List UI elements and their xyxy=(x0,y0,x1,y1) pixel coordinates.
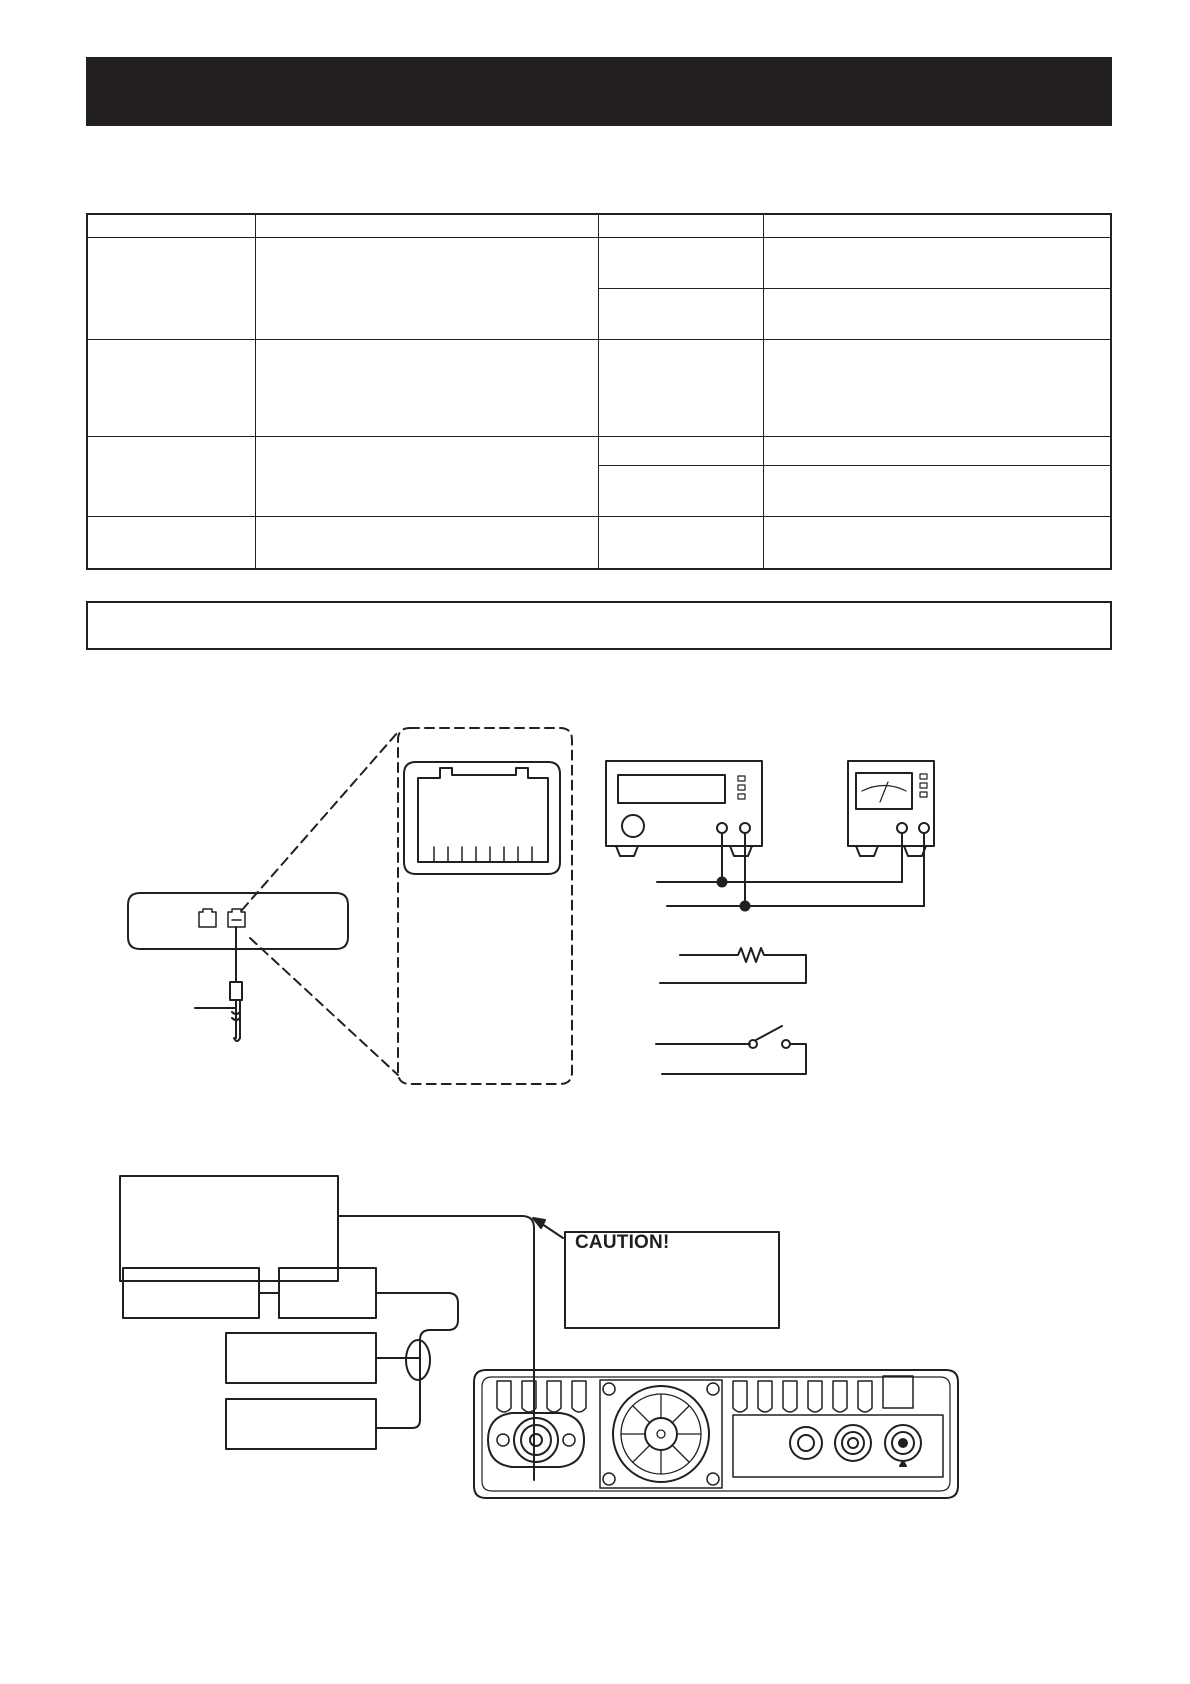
table-cell xyxy=(255,436,598,516)
equipment-box xyxy=(279,1268,376,1318)
table-row xyxy=(87,517,1111,569)
table-cell xyxy=(763,340,1111,437)
transceiver-wiring xyxy=(259,1216,563,1480)
equipment-box xyxy=(226,1333,376,1383)
table-row xyxy=(87,340,1111,437)
resistor-symbol xyxy=(660,948,806,983)
table-cell xyxy=(255,517,598,569)
transceiver-rear-panel xyxy=(474,1370,958,1498)
table-cell xyxy=(87,517,255,569)
modular-jack-icon xyxy=(228,909,245,927)
table-cell xyxy=(763,517,1111,569)
table-header-cell xyxy=(763,214,1111,237)
table-cell xyxy=(255,237,598,340)
table-cell xyxy=(598,237,763,288)
table-header-row xyxy=(87,214,1111,237)
table-cell xyxy=(87,237,255,340)
cooling-fan-icon xyxy=(600,1380,722,1488)
enlarged-jack-connector xyxy=(404,762,560,874)
switch-symbol xyxy=(656,1026,806,1074)
cable-plug-icon xyxy=(195,927,242,1041)
signal-generator-icon xyxy=(606,761,762,856)
table-cell xyxy=(598,517,763,569)
table-cell xyxy=(763,237,1111,288)
adjustment-table xyxy=(86,213,1112,570)
equipment-box xyxy=(120,1176,338,1281)
table-cell xyxy=(598,436,763,465)
rear-connector-panel xyxy=(733,1415,943,1477)
caution-title: CAUTION! xyxy=(575,1232,670,1253)
table-cell xyxy=(763,436,1111,465)
equipment-box xyxy=(226,1399,376,1449)
table-cell xyxy=(598,288,763,339)
table-cell xyxy=(87,340,255,437)
table-cell xyxy=(763,288,1111,339)
equipment-box xyxy=(123,1268,259,1318)
instrument-wiring xyxy=(657,833,924,911)
antenna-connector-icon xyxy=(488,1413,584,1467)
meter-instrument-icon xyxy=(848,761,934,856)
table-row xyxy=(87,436,1111,465)
table-cell xyxy=(598,465,763,516)
zoom-callout-lines xyxy=(242,728,572,1084)
table-row xyxy=(87,237,1111,288)
table-cell xyxy=(598,340,763,437)
modular-jack-icon xyxy=(199,909,216,927)
table-header-cell xyxy=(87,214,255,237)
table-cell xyxy=(763,465,1111,516)
section-header-bar xyxy=(86,57,1112,126)
table-cell xyxy=(255,340,598,437)
rear-panel-jack-strip xyxy=(128,893,348,949)
table-header-cell xyxy=(255,214,598,237)
note-box xyxy=(86,601,1112,650)
table-header-cell xyxy=(598,214,763,237)
table-cell xyxy=(87,436,255,516)
